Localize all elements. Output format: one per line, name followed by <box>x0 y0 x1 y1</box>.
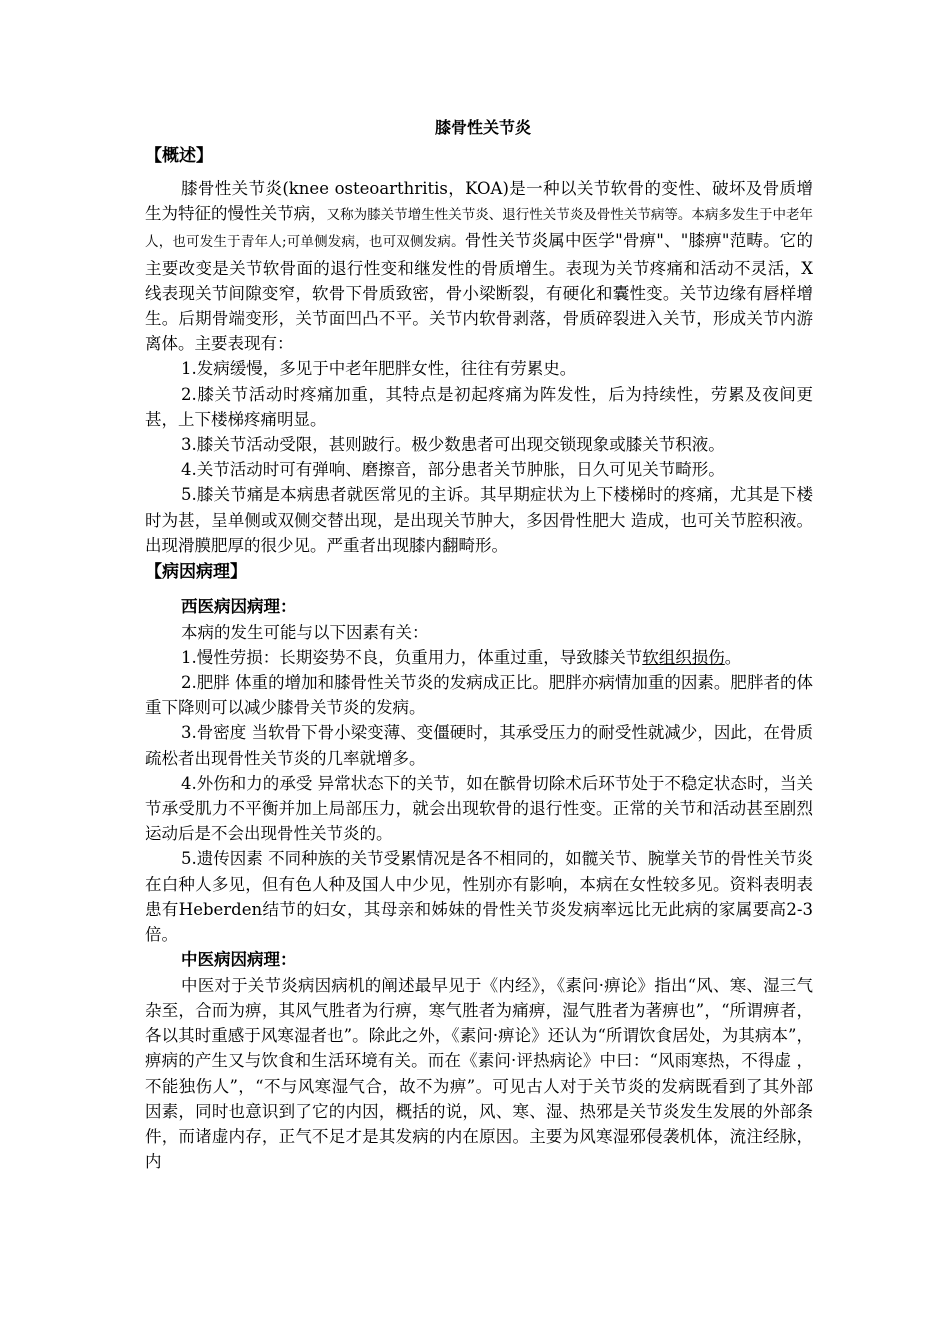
symptom-item: 1.发病缓慢，多见于中老年肥胖女性，往往有劳累史。 <box>181 359 577 379</box>
cause-item: 2.肥胖 体重的增加和膝骨性关节炎的发病成正比。肥胖亦病情加重的因素。肥胖者的体重下降则可以减少膝骨关节炎的发病。 <box>145 672 813 718</box>
symptom-item: 4.关节活动时可有弹响、磨擦音，部分患者关节肿胀，日久可见关节畸形。 <box>181 460 725 480</box>
symptom-item: 5.膝关节痛是本病患者就医常见的主诉。其早期症状为上下楼梯时的疼痛，尤其是下楼时为甚，呈单侧或双侧交替出现，是出现关节肿大，多因骨性肥大 造成，也可关节腔积液。出现滑膜肥厚的很少见。严重者出现膝内翻畸形。 <box>145 485 813 555</box>
overview-paragraph <box>145 176 813 356</box>
cause-item: 5.遗传因素 不同种族的关节受累情况是各不相同的，如髋关节、腕掌关节的骨性关节炎在白种人多见，但有色人种及国人中少见，性别亦有影响，本病在女性较多见。资料表明表患有Heberden结节的妇女，其母亲和姊妹的骨性关节炎发病率远比无此病的家属要高2-3倍。 <box>145 849 813 944</box>
document-title: 膝骨性关节炎 <box>434 118 531 137</box>
western-intro: 本病的发生可能与以下因素有关： <box>181 622 429 642</box>
cause-item <box>145 645 813 670</box>
cause-item: 3.骨密度 当软骨下骨小梁变薄、变僵硬时，其承受压力的耐受性就减少，因此，在骨质疏松者出现骨性关节炎的几率就增多。 <box>145 723 813 768</box>
symptom-item: 2.膝关节活动时疼痛加重，其特点是初起疼痛为阵发性，后为持续性，劳累及夜间更甚，上下楼梯疼痛明显。 <box>145 384 813 429</box>
cause-item-text: 。 <box>724 647 742 667</box>
cause-item: 4.外伤和力的承受 异常状态下的关节，如在髌骨切除术后环节处于不稳定状态时，当关节承受肌力不平衡并加上局部压力，就会出现软骨的退行性变。正常的关节和活动甚至剧烈运动后是不会出现骨性关节炎的。 <box>145 773 813 844</box>
symptom-item: 3.膝关节活动受限，甚则跛行。极少数患者可出现交锁现象或膝关节积液。 <box>181 435 725 455</box>
overview-text-part3: 骨性关节炎属中医学"骨痹"、"膝痹"范畴。它的主要改变是关节软骨面的退行性变和继发性的骨质增生。表现为关节疼痛和活动不灵活，X线表现关节间隙变窄，软骨下骨质致密，骨小梁断裂，有硬化和囊性变。关节边缘有唇样增生。后期骨端变形，关节面凹凸不平。关节内软骨剥落，骨质碎裂进入关节，形成关节内游离体。主要表现有： <box>145 231 813 354</box>
subheading-tcm: 中医病因病理： <box>181 950 297 970</box>
soft-tissue-injury-link[interactable]: 软组织损伤 <box>642 647 725 667</box>
overview-text-part2: 又称为膝关节增生性关节炎、退行性关节炎及骨性关节病等。本病多发生于中老年人，也可发生于青年人;可单侧发病，也可双侧发病。 <box>145 207 814 251</box>
spacer <box>145 586 813 594</box>
section-heading-etiology: 【病因病理】 <box>145 562 247 583</box>
subheading-western: 西医病因病理： <box>181 597 297 617</box>
document-page <box>145 118 813 1174</box>
cause-item-text: 1.慢性劳损：长期姿势不良，负重用力，体重过重，导致膝关节 <box>181 647 643 667</box>
section-heading-overview: 【概述】 <box>145 146 213 166</box>
overview-text-part1: 膝骨性关节炎(knee osteoarthritis，KOA)是一种以关节软骨的变性、破坏及骨质增生为特征的慢性关节病， <box>145 179 813 224</box>
tcm-paragraph: 中医对于关节炎病因病机的阐述最早见于《内经》，《素问·痹论》指出“风、寒、湿三气杂至，合而为痹，其风气胜者为行痹，寒气胜者为痛痹，湿气胜者为著痹也”，“所谓痹者，各以其时重感于风寒湿者也”。除此之外，《素问·痹论》还认为“所谓饮食居处，为其病本”，痹病的产生又与饮食和生活环境有关。而在《素问·评热病论》中曰：“风雨寒热，不得虚 ，不能独伤人”，“不与风寒湿气合，故不为痹”。可见古人对于关节炎的发病既看到了其外部因素，同时也意识到了它的内因，概括的说，风、寒、湿、热邪是关节炎发生发展的外部条件，而诸虚内存，正气不足才是其发病的内在原因。主要为风寒湿邪侵袭机体，流注经脉，内 <box>145 975 813 1172</box>
